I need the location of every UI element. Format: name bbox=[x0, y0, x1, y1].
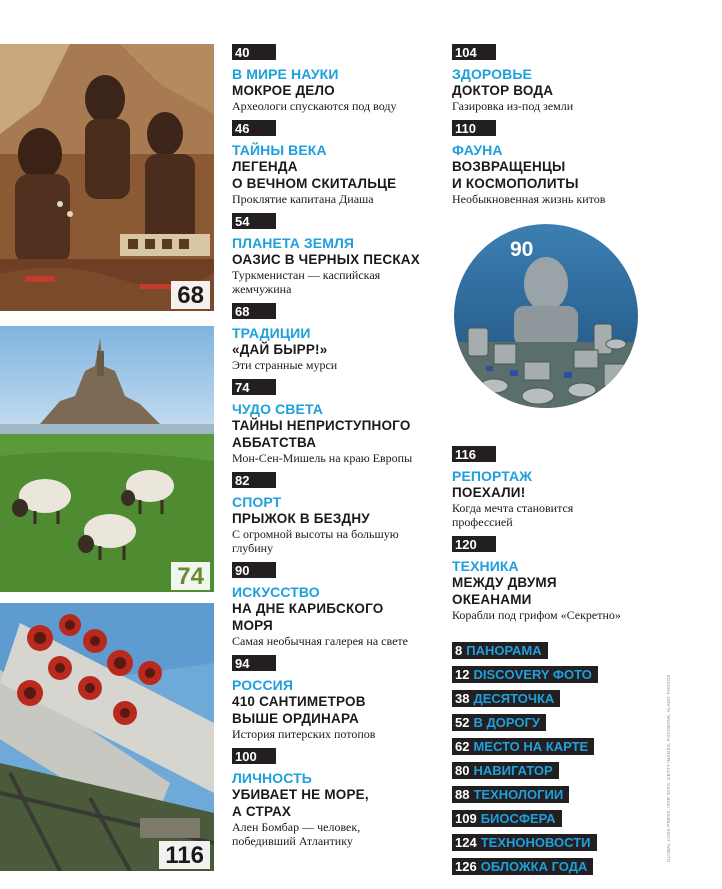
section-page-number: 80 bbox=[455, 763, 470, 778]
contents-entry[interactable] bbox=[232, 303, 442, 372]
entry-page-number: 82 bbox=[232, 472, 276, 488]
contents-entry[interactable] bbox=[452, 44, 682, 113]
entry-page-number: 40 bbox=[232, 44, 276, 60]
entry-rubric: ТАЙНЫ ВЕКА bbox=[232, 142, 327, 158]
entry-page-number: 100 bbox=[232, 748, 276, 764]
underwater-image bbox=[454, 224, 638, 408]
section-page-number: 126 bbox=[455, 859, 477, 874]
entry-page-number: 120 bbox=[452, 536, 496, 552]
section-link[interactable] bbox=[452, 714, 546, 731]
contents-entry[interactable] bbox=[232, 748, 442, 848]
entry-headline: МЕЖДУ ДВУМЯ ОКЕАНАМИ bbox=[452, 575, 557, 607]
entry-headline: УБИВАЕТ НЕ МОРЕ, А СТРАХ bbox=[232, 787, 369, 819]
section-link[interactable] bbox=[452, 666, 598, 683]
entry-rubric: ФАУНА bbox=[452, 142, 503, 158]
entry-headline: НА ДНЕ КАРИБСКОГО МОРЯ bbox=[232, 601, 384, 633]
photo-credits: GLOBAL LOOK PRESS, ITAR-TASS, GETTY IMAGES, FOTOBANK, ALAMY PHOTOS bbox=[666, 674, 671, 862]
entry-page-number: 110 bbox=[452, 120, 496, 136]
section-page-number: 52 bbox=[455, 715, 470, 730]
section-link[interactable] bbox=[452, 642, 548, 659]
entry-rubric: ЗДОРОВЬЕ bbox=[452, 66, 532, 82]
section-page-number: 124 bbox=[455, 835, 477, 850]
contents-entry[interactable] bbox=[232, 120, 442, 206]
section-page-number: 8 bbox=[455, 643, 463, 658]
entry-headline: ТАЙНЫ НЕПРИСТУПНОГО АББАТСТВА bbox=[232, 418, 411, 450]
section-link[interactable] bbox=[452, 690, 560, 707]
mursi-image bbox=[0, 44, 214, 311]
contents-entry[interactable] bbox=[452, 120, 682, 206]
entry-page-number: 54 bbox=[232, 213, 276, 229]
entry-page-number: 90 bbox=[232, 562, 276, 578]
section-page-number: 62 bbox=[455, 739, 470, 754]
section-page-number: 88 bbox=[455, 787, 470, 802]
photo-page-number: 116 bbox=[159, 841, 210, 869]
section-page-number: 12 bbox=[455, 667, 470, 682]
contents-entry[interactable] bbox=[452, 446, 682, 529]
section-link[interactable] bbox=[452, 762, 559, 779]
section-title: ТЕХНОНОВОСТИ bbox=[480, 835, 591, 850]
entry-rubric: ИСКУССТВО bbox=[232, 584, 320, 600]
section-title: БИОСФЕРА bbox=[480, 811, 556, 826]
photo-underwater-statues bbox=[454, 224, 638, 408]
contents-entry[interactable] bbox=[232, 379, 442, 465]
section-title: ТЕХНОЛОГИИ bbox=[473, 787, 564, 802]
entry-rubric: ПЛАНЕТА ЗЕМЛЯ bbox=[232, 235, 355, 251]
entry-subtitle: Корабли под грифом «Секретно» bbox=[452, 608, 621, 622]
contents-column-right bbox=[452, 44, 682, 213]
contents-entry[interactable] bbox=[232, 472, 442, 555]
entry-rubric: СПОРТ bbox=[232, 494, 282, 510]
photo-mont-saint-michel bbox=[0, 326, 214, 592]
contents-column-left bbox=[232, 44, 442, 855]
photo-page-number: 68 bbox=[171, 281, 210, 309]
entry-rubric: ТЕХНИКА bbox=[452, 558, 519, 574]
entry-page-number: 116 bbox=[452, 446, 496, 462]
section-title: В ДОРОГУ bbox=[473, 715, 540, 730]
section-page-number: 109 bbox=[455, 811, 477, 826]
section-title: ОБЛОЖКА ГОДА bbox=[480, 859, 588, 874]
entry-headline: ЛЕГЕНДА О ВЕЧНОМ СКИТАЛЬЦЕ bbox=[232, 159, 397, 191]
section-link[interactable] bbox=[452, 834, 597, 851]
photo-rocket bbox=[0, 603, 214, 871]
entry-subtitle: История питерских потопов bbox=[232, 727, 376, 741]
entry-headline: ПРЫЖОК В БЕЗДНУ bbox=[232, 511, 370, 526]
entry-subtitle: Самая необычная галерея на свете bbox=[232, 634, 408, 648]
entry-rubric: В МИРЕ НАУКИ bbox=[232, 66, 339, 82]
entry-page-number: 74 bbox=[232, 379, 276, 395]
entry-subtitle: Газировка из-под земли bbox=[452, 99, 574, 113]
section-page-number: 38 bbox=[455, 691, 470, 706]
entry-subtitle: Когда мечта становится профессией bbox=[452, 501, 574, 529]
contents-entry[interactable] bbox=[232, 655, 442, 741]
entry-subtitle: С огромной высоты на большую глубину bbox=[232, 527, 399, 555]
entry-page-number: 68 bbox=[232, 303, 276, 319]
entry-headline: ПОЕХАЛИ! bbox=[452, 485, 526, 500]
entry-subtitle: Проклятие капитана Диаша bbox=[232, 192, 374, 206]
entry-headline: ВОЗВРАЩЕНЦЫ И КОСМОПОЛИТЫ bbox=[452, 159, 579, 191]
photo-page-number: 74 bbox=[171, 562, 210, 590]
contents-entry[interactable] bbox=[232, 562, 442, 648]
entry-rubric: ТРАДИЦИИ bbox=[232, 325, 311, 341]
entry-headline: МОКРОЕ ДЕЛО bbox=[232, 83, 335, 98]
section-title: ПАНОРАМА bbox=[466, 643, 542, 658]
rocket-image bbox=[0, 603, 214, 871]
entry-subtitle: Эти странные мурси bbox=[232, 358, 338, 372]
entry-subtitle: Ален Бомбар — человек, победивший Атлантику bbox=[232, 820, 361, 848]
photo-mursi-tribe bbox=[0, 44, 214, 311]
sections-list bbox=[452, 642, 598, 882]
entry-subtitle: Археологи спускаются под воду bbox=[232, 99, 397, 113]
entry-page-number: 104 bbox=[452, 44, 496, 60]
section-title: МЕСТО НА КАРТЕ bbox=[473, 739, 589, 754]
contents-entry[interactable] bbox=[452, 536, 682, 622]
section-link[interactable] bbox=[452, 786, 569, 803]
contents-entry[interactable] bbox=[232, 213, 442, 296]
entry-headline: 410 САНТИМЕТРОВ ВЫШЕ ОРДИНАРА bbox=[232, 694, 366, 726]
section-link[interactable] bbox=[452, 738, 594, 755]
section-link[interactable] bbox=[452, 810, 562, 827]
entry-headline: «ДАЙ БЫРР!» bbox=[232, 342, 328, 357]
section-title: DISCOVERY ФОТО bbox=[473, 667, 592, 682]
section-title: ДЕСЯТОЧКА bbox=[473, 691, 555, 706]
entry-headline: ОАЗИС В ЧЕРНЫХ ПЕСКАХ bbox=[232, 252, 420, 267]
abbey-image bbox=[0, 326, 214, 592]
entry-page-number: 46 bbox=[232, 120, 276, 136]
entry-rubric: ЧУДО СВЕТА bbox=[232, 401, 323, 417]
entry-rubric: РЕПОРТАЖ bbox=[452, 468, 533, 484]
section-link[interactable] bbox=[452, 858, 593, 875]
section-title: НАВИГАТОР bbox=[473, 763, 553, 778]
entry-headline: ДОКТОР ВОДА bbox=[452, 83, 554, 98]
entry-page-number: 94 bbox=[232, 655, 276, 671]
entry-subtitle: Необыкновенная жизнь китов bbox=[452, 192, 606, 206]
entry-subtitle: Мон-Сен-Мишель на краю Европы bbox=[232, 451, 413, 465]
contents-right-bottom bbox=[452, 446, 682, 629]
circle-page-number: 90 bbox=[510, 238, 534, 261]
contents-right-top bbox=[452, 44, 682, 206]
entry-subtitle: Туркменистан — каспийская жемчужина bbox=[232, 268, 381, 296]
entry-rubric: РОССИЯ bbox=[232, 677, 293, 693]
contents-entry[interactable] bbox=[232, 44, 442, 113]
entry-rubric: ЛИЧНОСТЬ bbox=[232, 770, 312, 786]
